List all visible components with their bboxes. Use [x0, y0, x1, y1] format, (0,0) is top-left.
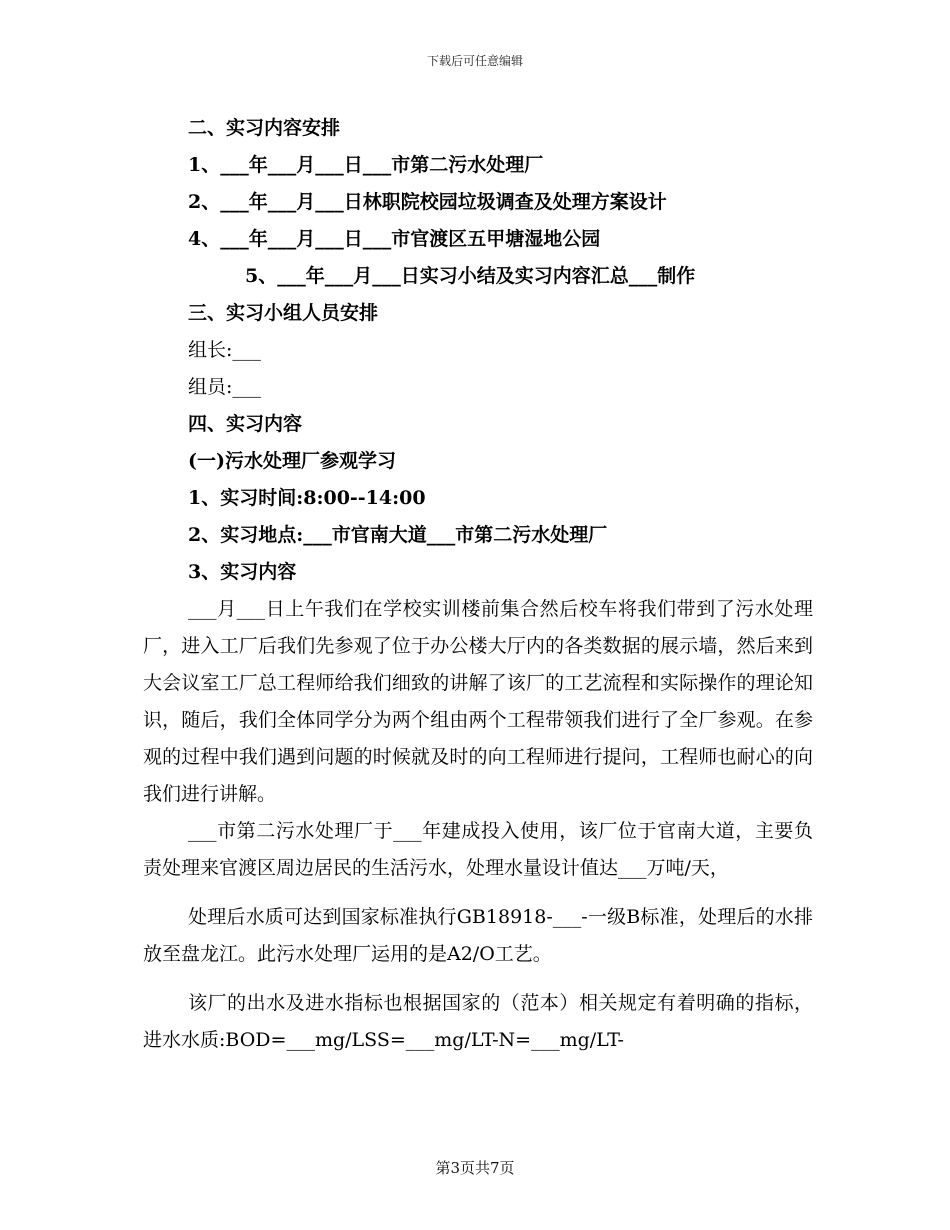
- paragraph-indicators: 该厂的出水及进水指标也根据国家的（范本）相关规定有着明确的指标，进水水质:BOD=___mg/LSS=___mg/LT-N=___mg/LT-: [143, 992, 813, 1051]
- schedule-item-5: 5、___年___月___日实习小结及实习内容汇总___制作: [245, 265, 696, 287]
- paragraph-visit: ___月___日上午我们在学校实训楼前集合然后校车将我们带到了污水处理厂，进入工厂后我们先参观了位于办公楼大厅内的各类数据的展示墙，然后来到大会议室工厂总工程师给我们细致的讲解了该厂的工艺流程和实际操作的理论知识，随后，我们全体同学分为两个组由两个工程带领我们进行了全厂参观。在参观的过程中我们遇到问题的时候就及时的向工程师进行提问，工程师也耐心的向我们进行讲解。: [143, 598, 813, 805]
- schedule-item-1: 1、___年___月___日___市第二污水处理厂: [188, 154, 544, 176]
- schedule-item-4: 4、___年___月___日___市官渡区五甲塘湿地公园: [188, 228, 601, 250]
- document-body: [143, 110, 813, 1059]
- schedule-item-2: 2、___年___月___日林职院校园垃圾调查及处理方案设计: [188, 191, 667, 213]
- internship-content-heading: 3、实习内容: [188, 561, 297, 583]
- group-members: 组员:___: [188, 376, 261, 398]
- internship-place: 2、实习地点:___市官南大道___市第二污水处理厂: [188, 524, 608, 546]
- page-header: 下载后可任意编辑: [426, 54, 523, 68]
- group-leader: 组长:___: [188, 339, 261, 361]
- paragraph-water-quality: 处理后水质可达到国家标准执行GB18918-___-一级B标准，处理后的水排放至盘龙江。此污水处理厂运用的是A2/O工艺。: [143, 906, 813, 965]
- spacer: [143, 973, 813, 985]
- section-heading-3: 三、实习小组人员安排: [188, 302, 379, 324]
- internship-time: 1、实习时间:8:00--14:00: [188, 487, 426, 509]
- spacer: [143, 887, 813, 899]
- section-heading-4: 四、实习内容: [188, 413, 303, 435]
- section-heading-2: 二、实习内容安排: [188, 117, 341, 139]
- page-footer: 第3页共7页: [435, 1159, 515, 1177]
- paragraph-plant-info: ___市第二污水处理厂于___年建成投入使用，该厂位于官南大道，主要负责处理来官渡区周边居民的生活污水，处理水量设计值达___万吨/天，: [143, 820, 813, 879]
- subsection-heading-1: (一)污水处理厂参观学习: [188, 450, 396, 472]
